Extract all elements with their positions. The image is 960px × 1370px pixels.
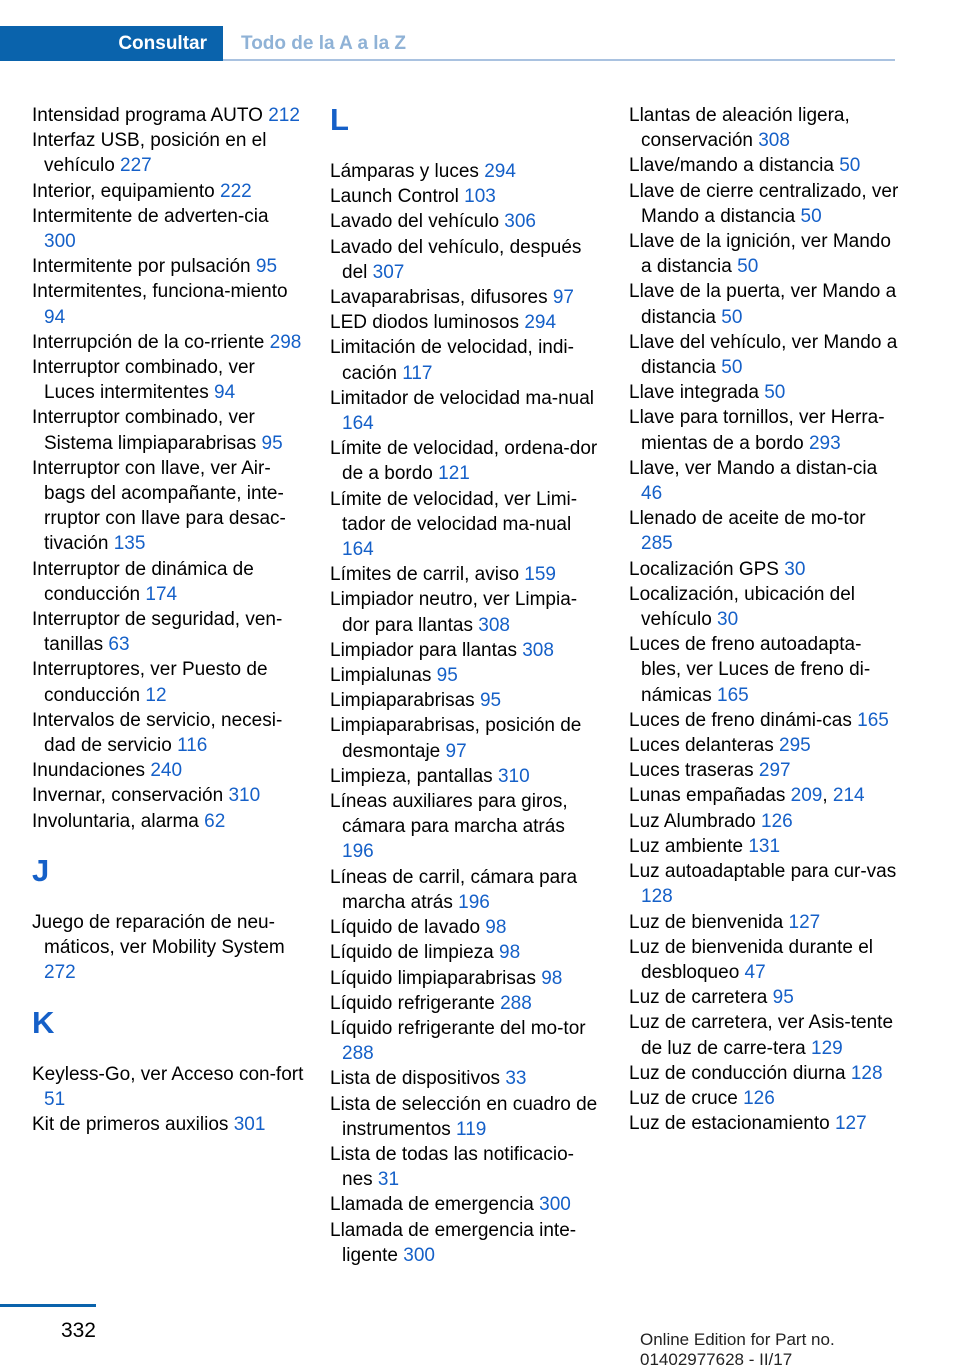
index-entry-text: Interior, equipamiento: [32, 180, 221, 202]
index-entry-text: Kit de primeros auxilios: [32, 1113, 234, 1135]
index-entry: [629, 708, 899, 733]
index-entry: [32, 204, 304, 254]
index-entry-text: Limpiador para llantas: [330, 639, 523, 661]
index-entry: [32, 607, 304, 657]
index-entry-text: Luces traseras: [629, 760, 759, 782]
index-entry-text: Interruptor combinado, ver Luces intermitentes: [32, 357, 255, 404]
index-entry: [330, 1192, 600, 1217]
page-link[interactable]: 222: [220, 180, 252, 202]
index-entry: [629, 582, 899, 632]
page-link[interactable]: 128: [850, 1062, 883, 1084]
index-entry-text: Limpieza, pantallas: [330, 765, 498, 787]
index-entry: [330, 184, 600, 209]
index-entry-text: Lista de selección en cuadro de instrumentos: [330, 1093, 598, 1140]
page-link[interactable]: 95: [255, 256, 278, 278]
index-entry: [330, 789, 600, 865]
index-entry: [330, 940, 600, 965]
index-entry-text: Invernar, conservación: [32, 785, 229, 807]
index-entry-text: Interruptor de dinámica de conducción: [32, 558, 254, 605]
index-entry: [629, 1086, 899, 1111]
index-entry-text: Intermitentes, funciona-miento: [32, 281, 288, 303]
index-entry-text: Intermitente de adverten-cia: [32, 205, 269, 227]
index-entry-text: Limpiaparabrisas: [330, 690, 480, 712]
index-entry-text: Llave de la puerta, ver Mando a distancia: [629, 281, 897, 328]
page-link[interactable]: 126: [761, 810, 793, 832]
index-entry-text: Keyless-Go, ver Acceso con-fort: [32, 1063, 304, 1085]
index-entry: [629, 557, 899, 582]
page-link[interactable]: 95: [261, 432, 283, 454]
index-entry: [330, 587, 600, 637]
index-entry-text: Interrupción de la co-rriente: [32, 331, 270, 353]
index-entry: [330, 209, 600, 234]
page-link[interactable]: 301: [233, 1113, 266, 1135]
index-entry-text: Intermitente por pulsación: [32, 256, 256, 278]
page-number: 332: [60, 1319, 96, 1342]
index-entry-text: Luz de bienvenida: [629, 911, 789, 933]
index-entry-text: Limitación de velocidad, indi-cación: [330, 337, 574, 384]
page-link[interactable]: 46: [641, 483, 663, 505]
page-link[interactable]: 98: [485, 917, 507, 939]
index-entry: [330, 562, 600, 587]
index-entry: [32, 1112, 304, 1137]
index-entry-text: Luz de conducción diurna: [629, 1062, 851, 1084]
page-link[interactable]: 94: [214, 382, 236, 404]
page-link[interactable]: 293: [808, 432, 841, 454]
page-link[interactable]: 295: [779, 735, 811, 757]
index-entry: [32, 657, 304, 707]
edition-note: Online Edition for Part no. 01402977628 - II/17: [640, 1330, 835, 1369]
index-entry-text: Limitador de velocidad ma-nual: [330, 387, 595, 409]
page-link[interactable]: 165: [717, 684, 749, 706]
page-link[interactable]: 300: [539, 1194, 571, 1216]
index-entry: [629, 380, 899, 405]
page-link[interactable]: 128: [641, 886, 673, 908]
page-link[interactable]: 300: [44, 231, 76, 253]
page-link[interactable]: 63: [108, 634, 130, 656]
index-entry-text: Luz de carretera, ver Asis-tente de luz de carre-tera: [629, 1012, 894, 1059]
page-link[interactable]: 288: [342, 1043, 374, 1065]
page-link[interactable]: 127: [788, 911, 821, 933]
index-entry: [629, 834, 899, 859]
index-entry-text: Interfaz USB, posición en el vehículo: [32, 130, 267, 177]
page-link[interactable]: 308: [758, 130, 790, 152]
index-entry: [629, 153, 899, 178]
index-entry-text: Limpialunas: [330, 665, 437, 687]
page-link[interactable]: 98: [541, 967, 563, 989]
index-entry: [330, 688, 600, 713]
tab-consultar[interactable]: Consultar: [0, 26, 223, 61]
page-link[interactable]: 98: [499, 942, 521, 964]
index-entry-text: Llave de la ignición, ver Mando a distancia: [629, 231, 891, 278]
page-link[interactable]: 31: [377, 1169, 400, 1191]
footer-rule: [0, 1304, 96, 1307]
index-entry: [330, 764, 600, 789]
header-divider: [223, 59, 895, 61]
page-link[interactable]: 50: [721, 357, 743, 379]
page-link[interactable]: 285: [641, 533, 673, 555]
index-entry-text: Interruptor con llave, ver Air-bags del acompañante, inte-rruptor con llave para desac-tivación: [32, 457, 286, 555]
page-link[interactable]: 33: [505, 1068, 527, 1090]
index-entry-text: Involuntaria, alarma: [32, 810, 205, 832]
index-entry: [629, 279, 899, 329]
index-entry: [32, 557, 304, 607]
page-link[interactable]: 50: [764, 382, 786, 404]
page-link[interactable]: 103: [464, 186, 496, 208]
index-entry: [32, 179, 304, 204]
index-entry: [330, 386, 600, 436]
index-entry-text: Llamada de emergencia: [330, 1194, 540, 1216]
index-entry-text: Launch Control: [330, 186, 465, 208]
index-entry: [330, 310, 600, 335]
index-entry-text: Intervalos de servicio, necesi-dad de servicio: [32, 709, 283, 757]
index-entry: [330, 1066, 600, 1091]
index-entry-text: Luces de freno dinámi-cas: [629, 709, 858, 731]
page-link[interactable]: 97: [552, 287, 574, 309]
page-link[interactable]: 308: [522, 639, 554, 661]
index-entry: [629, 1061, 899, 1086]
page-link[interactable]: 298: [269, 331, 302, 353]
index-entry: [32, 128, 304, 178]
index-entry-text: Llantas de aleación ligera, conservación: [629, 105, 850, 152]
index-entry: [330, 235, 600, 285]
index-entry-text: Luz ambiente: [629, 835, 749, 857]
index-entry: [330, 487, 600, 563]
page-link[interactable]: 30: [784, 558, 806, 580]
index-entry-text: Límite de velocidad, ver Limi-tador de velocidad ma-nual: [330, 488, 578, 535]
index-entry: [629, 809, 899, 834]
page-link[interactable]: 164: [342, 413, 374, 435]
index-entry: [330, 1016, 600, 1066]
index-entry-text: Interruptor combinado, ver Sistema limpiaparabrisas: [32, 407, 262, 454]
index-entry-text: Luces delanteras: [629, 735, 779, 757]
index-entry: [629, 103, 899, 153]
page-link[interactable]: 165: [857, 709, 889, 731]
index-entry: [330, 865, 600, 915]
page-link[interactable]: 214: [832, 785, 865, 807]
page-link[interactable]: 294: [484, 161, 516, 182]
index-entry: [629, 330, 899, 380]
index-entry: [330, 966, 600, 991]
index-entry-text: Llenado de aceite de mo-tor: [629, 508, 866, 530]
page-link[interactable]: 306: [504, 211, 536, 233]
index-entry: [629, 783, 899, 808]
index-entry-text: Localización, ubicación del vehículo: [629, 583, 856, 631]
page-link[interactable]: 196: [342, 841, 374, 863]
index-entry-text: Líquido refrigerante: [330, 992, 501, 1014]
index-entry-text: Llave del vehículo, ver Mando a distancia: [629, 331, 898, 379]
page-link[interactable]: 272: [44, 962, 76, 984]
page-link[interactable]: 126: [743, 1087, 775, 1109]
page-link[interactable]: 116: [177, 735, 208, 757]
header-bar: [0, 0, 960, 64]
index-entry: [32, 783, 304, 808]
index-entry-text: Lavado del vehículo, después del: [330, 236, 582, 283]
index-entry-text: Llave de cierre centralizado, ver Mando a distancia: [629, 180, 899, 227]
index-entry: [330, 285, 600, 310]
index-entry-text: Líquido refrigerante del mo-tor: [330, 1017, 586, 1039]
page-link[interactable]: 308: [478, 614, 510, 636]
index-entry: [629, 179, 899, 229]
page-link[interactable]: 95: [772, 987, 794, 1009]
index-entry-text: Interruptores, ver Puesto de conducción: [32, 659, 268, 706]
page-link[interactable]: 164: [342, 539, 374, 561]
page-link[interactable]: 209: [790, 785, 823, 807]
page-link[interactable]: 62: [204, 810, 226, 832]
index-entry: [330, 159, 600, 184]
index-entry-text: LED diodos luminosos: [330, 312, 525, 334]
page-link[interactable]: 135: [113, 533, 146, 555]
index-entry-text: Limpiador neutro, ver Limpia-dor para llantas: [330, 589, 578, 636]
index-entry: [629, 1111, 899, 1136]
index-entry: [330, 1092, 600, 1142]
index-entry-text: Lista de todas las notificacio-nes: [330, 1143, 574, 1191]
page-link[interactable]: 119: [456, 1118, 487, 1140]
index-entry: [330, 335, 600, 385]
index-entry-text: Llave, ver Mando a distan-cia: [629, 457, 878, 479]
page-link[interactable]: 12: [145, 684, 167, 706]
index-entry: [32, 910, 304, 986]
page-link[interactable]: 97: [445, 740, 467, 762]
index-entry-text: Líquido limpiaparabrisas: [330, 967, 542, 989]
page-link[interactable]: 50: [800, 205, 822, 227]
index-entry-text: Límites de carril, aviso: [330, 564, 525, 586]
index-entry: [32, 254, 304, 279]
page-link[interactable]: 127: [834, 1113, 867, 1135]
page-link[interactable]: 310: [228, 785, 261, 807]
page-link[interactable]: 117: [402, 362, 433, 384]
index-entry-text: Lunas empañadas: [629, 785, 791, 807]
index-entry-text: Luz autoadaptable para cur-vas: [629, 861, 897, 883]
index-entry: [32, 405, 304, 455]
index-entry: [32, 708, 304, 758]
index-entry: [330, 991, 600, 1016]
index-entry-text: Luz Alumbrado: [629, 810, 762, 832]
index-entry-text: Líneas auxiliares para giros, cámara para marcha atrás: [330, 791, 568, 838]
index-entry: [629, 1010, 899, 1060]
page-link[interactable]: 51: [44, 1088, 66, 1110]
index-entry: [629, 456, 899, 506]
page-link[interactable]: 294: [524, 312, 557, 334]
index-entry: [330, 1142, 600, 1192]
index-entry: [629, 935, 899, 985]
page-link[interactable]: 297: [758, 760, 791, 782]
index-entry: [32, 456, 304, 557]
index-entry: [629, 758, 899, 783]
index-entry-text: Llave integrada: [629, 382, 765, 404]
index-entry-text: Lavaparabrisas, difusores: [330, 287, 553, 309]
page-link[interactable]: 95: [479, 690, 502, 712]
index-entry-text: Intensidad programa AUTO: [32, 105, 269, 126]
page-link[interactable]: 240: [150, 760, 183, 782]
index-entry: [32, 1062, 304, 1112]
index-entry: [330, 638, 600, 663]
index-entry-text: Lámparas y luces: [330, 161, 485, 182]
page-link[interactable]: 288: [500, 992, 532, 1014]
page-link[interactable]: 121: [438, 463, 470, 485]
index-entry-text: Lavado del vehículo: [330, 211, 505, 233]
index-entry-text: Llave/mando a distancia: [629, 155, 840, 177]
page-link[interactable]: 131: [748, 835, 781, 857]
index-entry-text: Luz de bienvenida durante el desbloqueo: [629, 936, 874, 983]
index-entry: [330, 663, 600, 688]
page-link[interactable]: 227: [120, 155, 152, 177]
index-entry-text: Interruptor de seguridad, ven-tanillas: [32, 609, 283, 656]
index-entry-text: Luces de freno autoadapta-bles, ver Luces de freno di-námicas: [629, 634, 871, 706]
page-link[interactable]: 307: [372, 261, 405, 283]
index-entry-text: Limpiaparabrisas, posición de desmontaje: [330, 715, 582, 762]
page-link[interactable]: 212: [268, 105, 300, 126]
index-entry: [330, 915, 600, 940]
index-entry-text: Líquido de limpieza: [330, 942, 499, 964]
index-entry: [32, 279, 304, 329]
page-link[interactable]: 50: [737, 256, 759, 278]
index-entry: [32, 758, 304, 783]
page-separator: ,: [822, 785, 833, 807]
tab-todo-de-la-a-a-la-z[interactable]: Todo de la A a la Z: [241, 32, 407, 54]
index-entry-text: Llamada de emergencia inte-ligente: [330, 1219, 577, 1266]
index-entry-text: Luz de carretera: [629, 987, 773, 1009]
section-letter: J: [32, 852, 50, 888]
index-entry: [629, 733, 899, 758]
page-link[interactable]: 47: [744, 961, 766, 983]
index-entry: [32, 355, 304, 405]
index-entry: [330, 713, 600, 763]
index-entry: [629, 506, 899, 556]
page-link[interactable]: 30: [717, 609, 739, 631]
index-entry-text: Líneas de carril, cámara para marcha atrás: [330, 866, 578, 913]
index-entry-text: Inundaciones: [32, 760, 151, 782]
index-entry-text: Luz de estacionamiento: [629, 1113, 835, 1135]
index-entry-text: Localización GPS: [629, 558, 785, 580]
page-link[interactable]: 174: [145, 583, 178, 605]
page-link[interactable]: 159: [524, 564, 556, 586]
index-entry-text: Juego de reparación de neu-máticos, ver Mobility System: [32, 911, 285, 959]
index-entry: [629, 405, 899, 455]
page-link[interactable]: 50: [839, 155, 861, 177]
index-column-1: [32, 103, 304, 1137]
index-entry-text: Llave para tornillos, ver Herra-mientas de a bordo: [629, 407, 885, 454]
index-entry: [32, 103, 304, 128]
page-link[interactable]: 95: [436, 665, 458, 687]
index-entry-text: Luz de cruce: [629, 1087, 744, 1109]
page-link[interactable]: 50: [721, 306, 743, 328]
index-column-2: [330, 103, 600, 1268]
page-link[interactable]: 94: [44, 306, 66, 328]
index-entry: [330, 436, 600, 486]
page-link[interactable]: 310: [497, 765, 530, 787]
index-entry: [629, 859, 899, 909]
page-link[interactable]: 129: [811, 1037, 843, 1059]
index-entry: [629, 985, 899, 1010]
index-entry: [32, 330, 304, 355]
page-link[interactable]: 300: [403, 1244, 435, 1266]
section-letter: L: [330, 102, 349, 137]
index-entry: [629, 632, 899, 708]
index-entry: [32, 809, 304, 834]
index-entry: [629, 229, 899, 279]
index-column-3: [629, 103, 899, 1136]
index-entry: [330, 1218, 600, 1268]
index-entry: [629, 910, 899, 935]
index-entry-text: Lista de dispositivos: [330, 1068, 506, 1090]
page-link[interactable]: 196: [458, 891, 490, 913]
section-letter: K: [32, 1004, 55, 1040]
index-entry-text: Líquido de lavado: [330, 917, 486, 939]
index-entry-text: Límite de velocidad, ordena-dor de a bordo: [330, 438, 598, 485]
